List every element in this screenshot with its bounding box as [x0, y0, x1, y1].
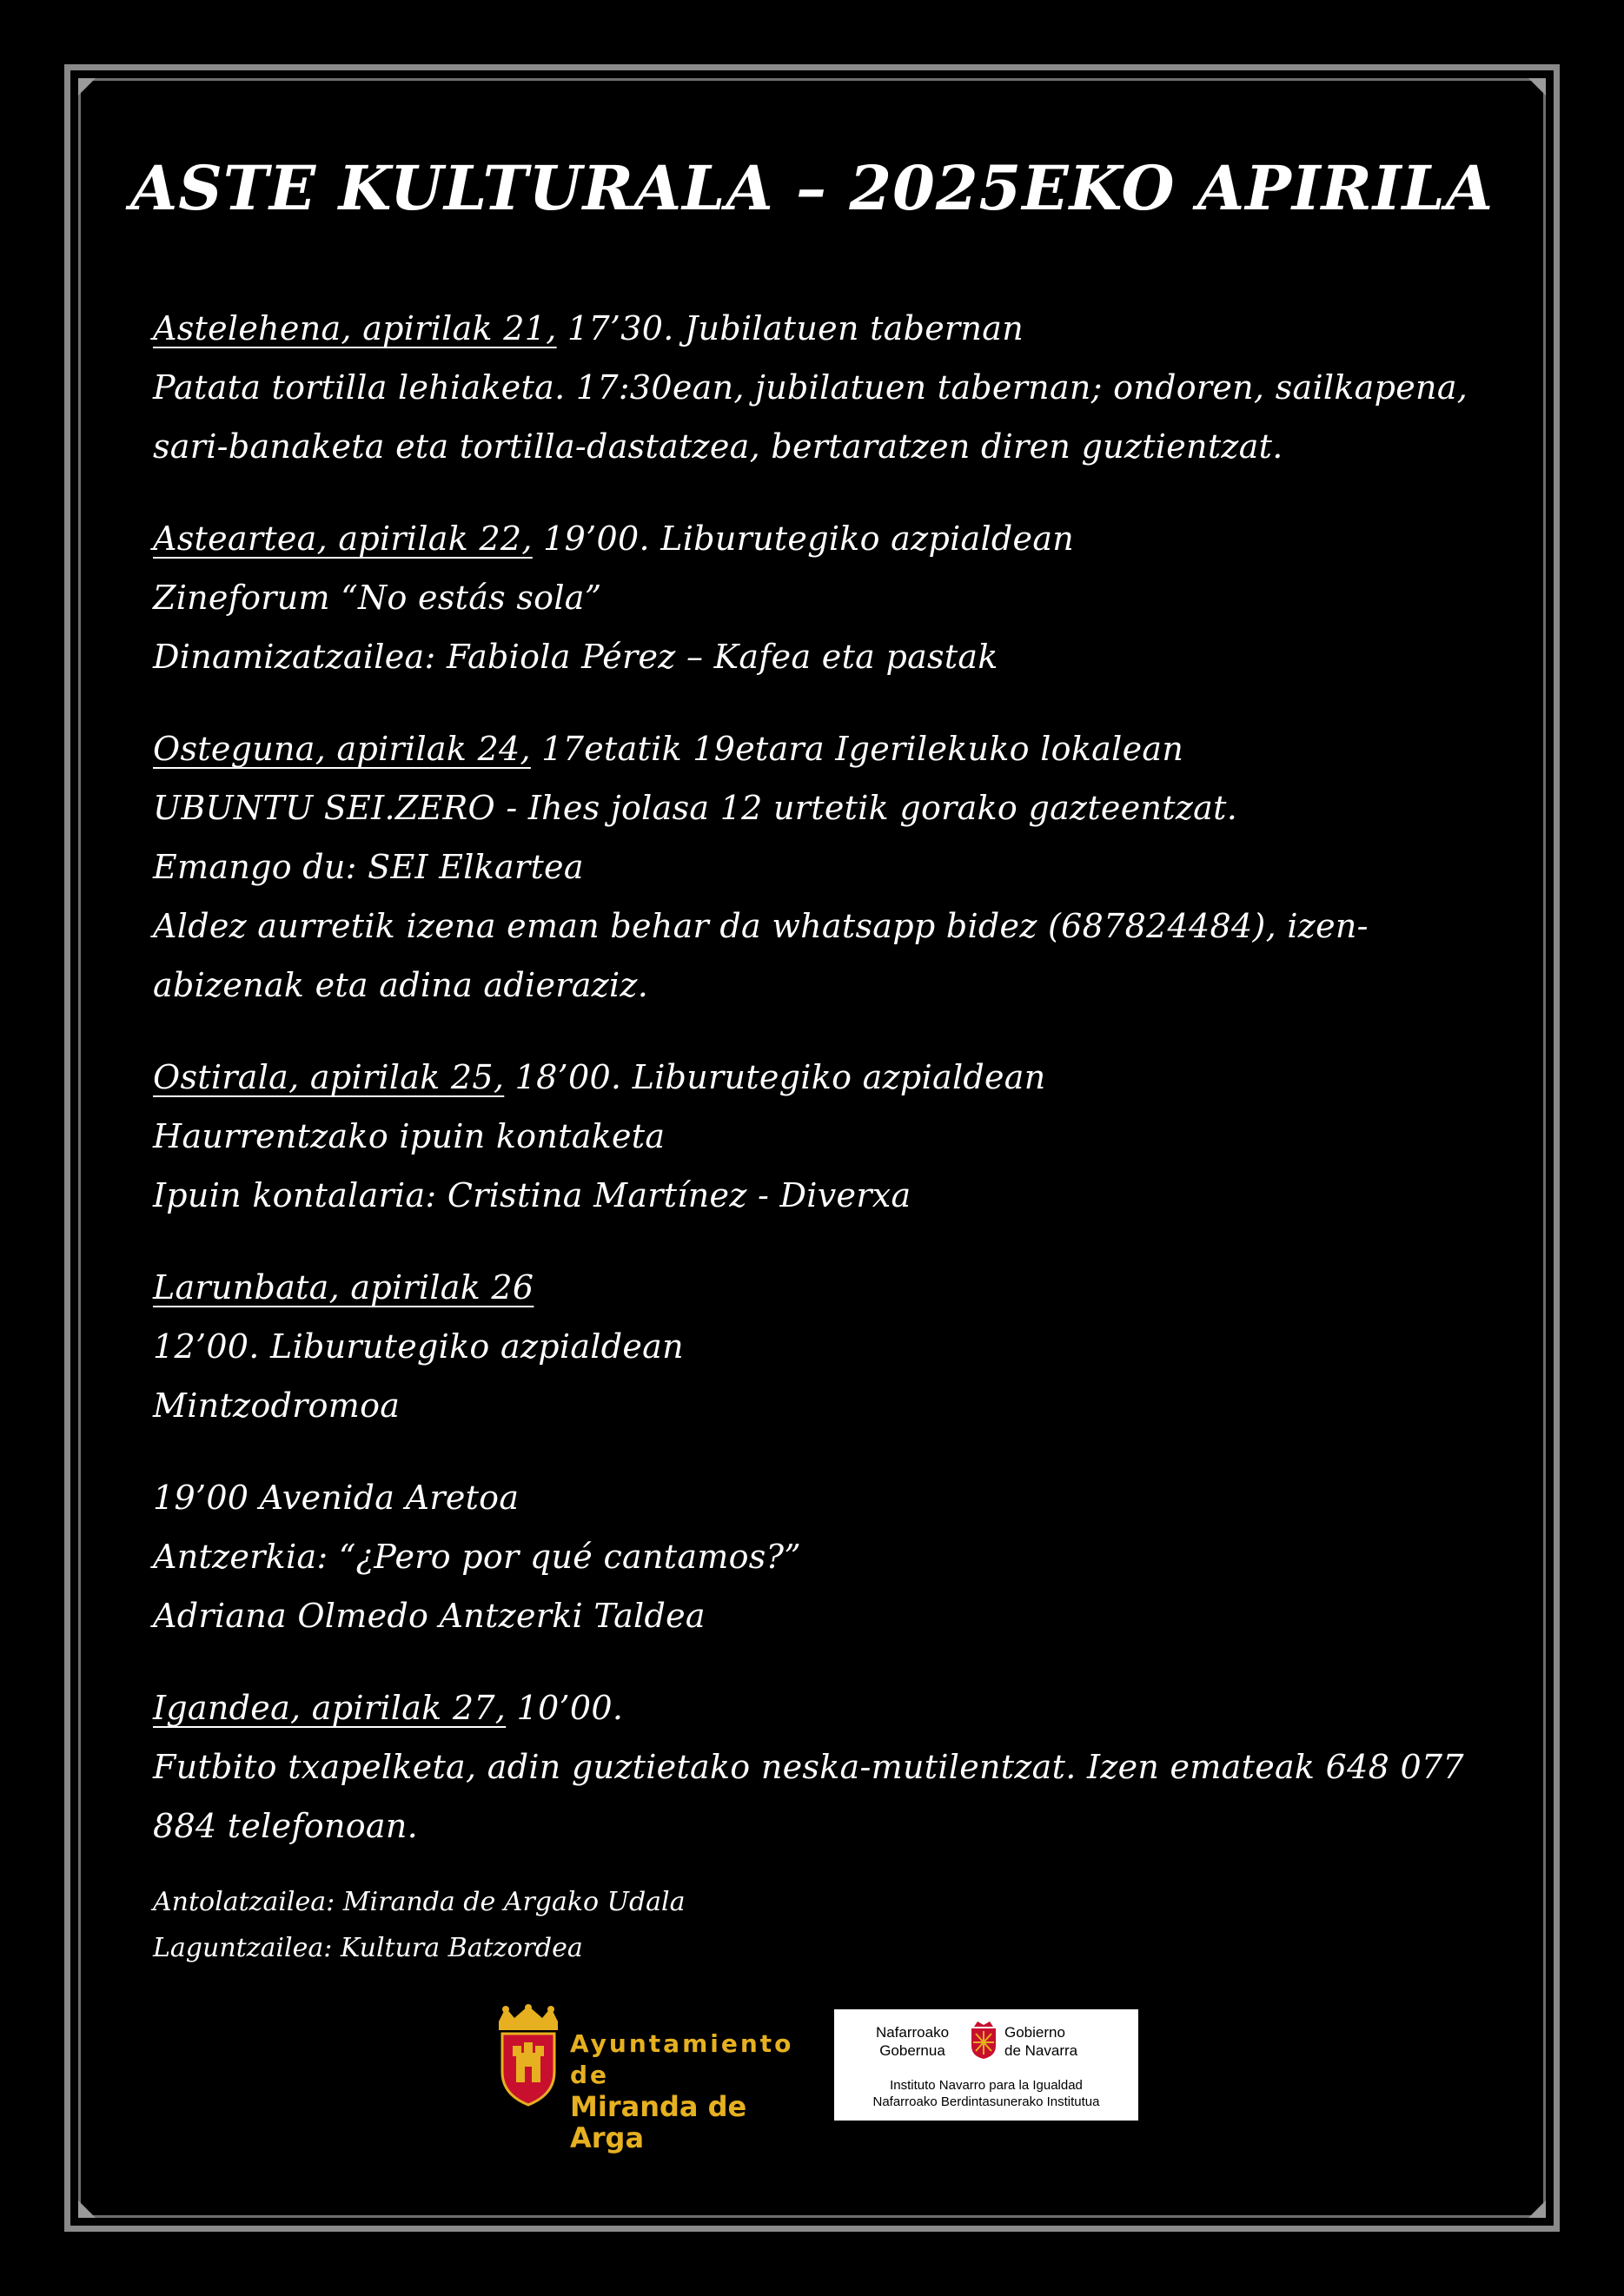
instituto-line1: Instituto Navarro para la Igualdad [890, 2078, 1083, 2093]
event-description: Patata tortilla lehiaketa. 17:30ean, jubilatuen tabernan; ondoren, sailkapena, sari-banaketa eta tortilla-dastatzea, bertaratzen diren guztientzat. [153, 368, 1468, 466]
event-time-place: 17etatik 19etara Igerilekuko lokalean [530, 730, 1184, 768]
corner-ornament-top-right [1528, 78, 1546, 96]
event-detail: Emango du: SEI Elkartea [153, 848, 584, 886]
credits [153, 1879, 686, 1971]
event-day: Astelehena, apirilak 21, [153, 309, 557, 347]
event-time-place: 18’00. Liburutegiko azpialdean [504, 1058, 1046, 1096]
page-title: ASTE KULTURALA – 2025EKO APIRILA [129, 152, 1495, 224]
event-registration-note: Aldez aurretik izena eman behar da whatsapp bidez (687824484), izen-abizenak eta adina adieraziz. [153, 907, 1369, 1004]
event-heading [153, 1468, 1474, 1527]
miranda-coat-of-arms-icon [492, 2004, 565, 2108]
event-time-place: 10’00. [506, 1689, 624, 1727]
gobierno-navarra-logo [834, 2009, 1138, 2121]
event-saturday-morning [153, 1258, 1474, 1435]
event-time-place: 12’00. Liburutegiko azpialdean [153, 1327, 684, 1366]
event-description: Haurrentzako ipuin kontaketa [153, 1117, 666, 1155]
collaborator-credit: Laguntzailea: Kultura Batzordea [153, 1933, 583, 1963]
ayuntamiento-line1: Ayuntamiento de [570, 2029, 794, 2089]
gobierno-basque-name [864, 2023, 961, 2060]
event-description: Futbito txapelketa, adin guztietako neska-mutilentzat. Izen emateak 648 077 884 telefonoan. [153, 1748, 1464, 1845]
event-day: Asteartea, apirilak 22, [153, 519, 533, 558]
organizer-credit: Antolatzailea: Miranda de Argako Udala [153, 1887, 686, 1917]
event-day: Igandea, apirilak 27, [153, 1689, 507, 1727]
event-time-place: 19’00 Avenida Aretoa [153, 1479, 520, 1517]
event-monday [153, 299, 1474, 476]
gobierno-right-line2: de Navarra [1004, 2042, 1078, 2059]
event-list [153, 299, 1474, 1889]
corner-ornament-bottom-right [1528, 2200, 1546, 2218]
event-time-place: 17’30. Jubilatuen tabernan [556, 309, 1024, 347]
event-heading [153, 509, 1474, 568]
event-heading [153, 1048, 1474, 1107]
event-detail: Ipuin kontalaria: Cristina Martínez - Diverxa [153, 1176, 911, 1214]
gobierno-right-line1: Gobierno [1004, 2024, 1065, 2041]
event-description: UBUNTU SEI.ZERO - Ihes jolasa 12 urtetik gorako gazteentzat. [153, 789, 1238, 827]
instituto-igualdad [834, 2077, 1138, 2110]
event-day: Larunbata, apirilak 26 [153, 1268, 534, 1307]
event-day: Osteguna, apirilak 24, [153, 730, 531, 768]
event-heading [153, 299, 1474, 358]
gobierno-left-line2: Gobernua [879, 2042, 945, 2059]
event-tuesday [153, 509, 1474, 686]
event-heading [153, 1258, 1474, 1317]
ayuntamiento-logo [492, 2004, 825, 2154]
corner-ornament-bottom-left [78, 2200, 96, 2218]
corner-ornament-top-left [78, 78, 96, 96]
event-heading [153, 1678, 1474, 1737]
event-description: Antzerkia: “¿Pero por qué cantamos?” [153, 1538, 802, 1576]
event-description: Zineforum “No estás sola” [153, 579, 602, 617]
event-saturday-evening [153, 1468, 1474, 1645]
gobierno-spanish-name [1004, 2023, 1109, 2060]
ayuntamiento-line2: Miranda de Arga [570, 2090, 747, 2154]
event-sunday [153, 1678, 1474, 1856]
instituto-line2: Nafarroako Berdintasunerako Institutua [872, 2094, 1100, 2109]
navarra-shield-icon [969, 2020, 998, 2060]
event-heading [153, 719, 1474, 778]
event-thursday [153, 719, 1474, 1015]
gobierno-header [834, 2020, 1138, 2065]
event-friday [153, 1048, 1474, 1225]
event-day: Ostirala, apirilak 25, [153, 1058, 505, 1096]
gobierno-left-line1: Nafarroako [875, 2024, 950, 2041]
event-time-place: 19’00. Liburutegiko azpialdean [532, 519, 1075, 558]
event-description: Mintzodromoa [153, 1386, 401, 1425]
ayuntamiento-name [570, 2028, 825, 2154]
event-detail: Dinamizatzailea: Fabiola Pérez – Kafea eta pastak [153, 638, 998, 676]
event-detail: Adriana Olmedo Antzerki Taldea [153, 1597, 706, 1635]
